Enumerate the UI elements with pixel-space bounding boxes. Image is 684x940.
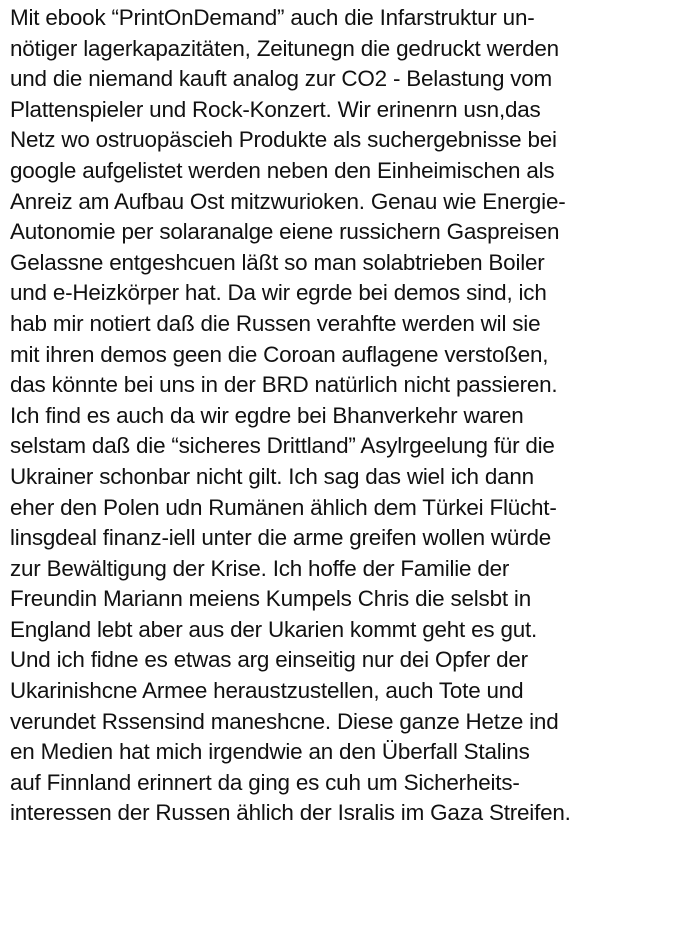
text-line-27: interessen der Russen ählich der Isralis im Gaza Streifen. [10, 800, 571, 826]
text-line-24: verundet Rssensind maneshcne. Diese ganze Hetze ind [10, 708, 559, 734]
text-line-26: auf Finnland erinnert da ging es cuh um Sicherheits- [10, 769, 520, 795]
text-line-4: Plattenspieler und Rock-Konzert. Wir erinenrn usn,das [10, 96, 541, 122]
text-line-17: eher den Polen udn Rumänen ählich dem Türkei Flücht- [10, 494, 557, 520]
text-line-9: Gelassne entgeshcuen läßt so man solabtrieben Boiler [10, 249, 545, 275]
text-line-1: Mit ebook “PrintOnDemand” auch die Infarstruktur un- [10, 5, 535, 30]
text-line-7: Anreiz am Aufbau Ost mitzwurioken. Genau wie Energie- [10, 188, 566, 214]
text-line-25: en Medien hat mich irgendwie an den Überfall Stalins [10, 739, 530, 765]
text-line-3: und die niemand kauft analog zur CO2 - Belastung vom [10, 66, 553, 92]
document-page [10, 3, 682, 829]
text-line-5: Netz wo ostruopäscieh Produkte als suchergebnisse bei [10, 127, 557, 153]
text-line-22: Und ich fidne es etwas arg einseitig nur dei Opfer der [10, 647, 528, 673]
text-line-18: linsgdeal finanz-iell unter die arme greifen wollen würde [10, 525, 552, 551]
text-line-19: zur Bewältigung der Krise. Ich hoffe der Familie der [10, 555, 510, 581]
text-line-16: Ukrainer schonbar nicht gilt. Ich sag das wiel ich dann [10, 463, 534, 489]
text-line-14: Ich find es auch da wir egdre bei Bhanverkehr waren [10, 402, 524, 428]
text-line-20: Freundin Mariann meiens Kumpels Chris die selsbt in [10, 586, 531, 612]
text-line-21: England lebt aber aus der Ukarien kommt geht es gut. [10, 616, 538, 642]
text-line-6: google aufgelistet werden neben den Einheimischen als [10, 157, 555, 183]
text-line-2: nötiger lagerkapazitäten, Zeitunegn die gedruckt werden [10, 35, 559, 61]
text-line-12: mit ihren demos geen die Coroan auflagene verstoßen, [10, 341, 549, 367]
text-line-10: und e-Heizkörper hat. Da wir egrde bei demos sind, ich [10, 280, 547, 306]
text-line-15: selstam daß die “sicheres Drittland” Asylrgeelung für die [10, 433, 555, 459]
text-line-13: das könnte bei uns in der BRD natürlich nicht passieren. [10, 372, 558, 398]
text-line-8: Autonomie per solaranalge eiene russichern Gaspreisen [10, 219, 560, 245]
text-line-23: Ukarinishcne Armee heraustzustellen, auch Tote und [10, 678, 524, 704]
text-line-11: hab mir notiert daß die Russen verahfte werden wil sie [10, 310, 541, 336]
